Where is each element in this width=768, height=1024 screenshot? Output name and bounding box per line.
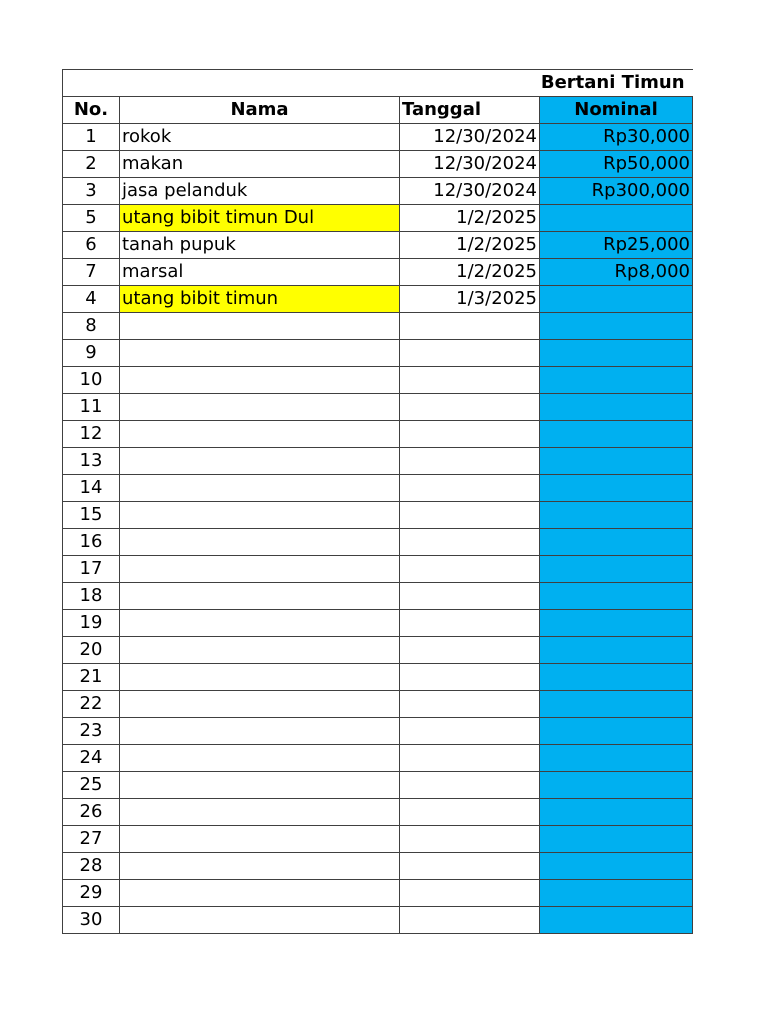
cell-tanggal[interactable] [400, 475, 540, 502]
cell-no[interactable]: 5 [63, 205, 120, 232]
cell-tanggal[interactable] [400, 583, 540, 610]
cell-nominal[interactable] [540, 502, 693, 529]
cell-tanggal[interactable] [400, 502, 540, 529]
header-nama[interactable]: Nama [120, 97, 400, 124]
cell-tanggal[interactable] [400, 313, 540, 340]
cell-nominal[interactable] [540, 610, 693, 637]
cell-nama[interactable] [120, 313, 400, 340]
cell-nama[interactable] [120, 421, 400, 448]
cell-nominal[interactable] [540, 718, 693, 745]
cell-no[interactable]: 8 [63, 313, 120, 340]
header-no[interactable]: No. [63, 97, 120, 124]
table-row [63, 178, 693, 205]
cell-nominal[interactable]: Rp50,000 [540, 151, 693, 178]
cell-tanggal[interactable]: 1/2/2025 [400, 232, 540, 259]
cell-tanggal[interactable] [400, 907, 540, 934]
cell-nominal[interactable] [540, 529, 693, 556]
table-row [63, 718, 693, 745]
cell-tanggal[interactable] [400, 880, 540, 907]
cell-nama[interactable] [120, 340, 400, 367]
cell-nominal[interactable] [540, 691, 693, 718]
table-row [63, 421, 693, 448]
cell-tanggal[interactable] [400, 610, 540, 637]
cell-no[interactable]: 11 [63, 394, 120, 421]
table-row [63, 502, 693, 529]
cell-nama[interactable]: marsal [120, 259, 400, 286]
table-row [63, 583, 693, 610]
cell-no[interactable]: 21 [63, 664, 120, 691]
cell-tanggal[interactable] [400, 448, 540, 475]
cell-no[interactable]: 16 [63, 529, 120, 556]
cell-tanggal[interactable] [400, 745, 540, 772]
cell-nominal[interactable] [540, 394, 693, 421]
cell-nominal[interactable]: Rp25,000 [540, 232, 693, 259]
table-row [63, 799, 693, 826]
cell-nama[interactable] [120, 475, 400, 502]
cell-nominal[interactable]: Rp8,000 [540, 259, 693, 286]
cell-tanggal[interactable] [400, 367, 540, 394]
table-row [63, 664, 693, 691]
cell-nama[interactable] [120, 394, 400, 421]
table-row [63, 286, 693, 313]
cell-nama[interactable] [120, 367, 400, 394]
cell-nama[interactable] [120, 772, 400, 799]
cell-tanggal[interactable] [400, 691, 540, 718]
table-row [63, 259, 693, 286]
table-row [63, 448, 693, 475]
table-row [63, 637, 693, 664]
cell-no[interactable]: 14 [63, 475, 120, 502]
ledger-table-body [63, 70, 693, 934]
cell-no[interactable]: 7 [63, 259, 120, 286]
cell-nominal[interactable]: Rp300,000 [540, 178, 693, 205]
cell-nama[interactable]: tanah pupuk [120, 232, 400, 259]
cell-tanggal[interactable] [400, 421, 540, 448]
cell-nominal[interactable] [540, 853, 693, 880]
cell-nama[interactable] [120, 448, 400, 475]
cell-tanggal[interactable] [400, 340, 540, 367]
cell-no[interactable]: 22 [63, 691, 120, 718]
cell-tanggal[interactable] [400, 664, 540, 691]
table-row [63, 394, 693, 421]
cell-no[interactable]: 13 [63, 448, 120, 475]
cell-nominal[interactable] [540, 448, 693, 475]
table-row [63, 151, 693, 178]
cell-nama[interactable]: utang bibit timun [120, 286, 400, 313]
table-row [63, 772, 693, 799]
cell-tanggal[interactable] [400, 718, 540, 745]
cell-no[interactable]: 26 [63, 799, 120, 826]
cell-tanggal[interactable] [400, 799, 540, 826]
cell-no[interactable]: 28 [63, 853, 120, 880]
cell-tanggal[interactable]: 1/3/2025 [400, 286, 540, 313]
cell-nominal[interactable]: Rp30,000 [540, 124, 693, 151]
cell-nominal[interactable] [540, 583, 693, 610]
cell-no[interactable]: 6 [63, 232, 120, 259]
cell-tanggal[interactable] [400, 826, 540, 853]
cell-nama[interactable]: jasa pelanduk [120, 178, 400, 205]
cell-nominal[interactable] [540, 556, 693, 583]
cell-nominal[interactable] [540, 637, 693, 664]
header-nominal[interactable]: Nominal [540, 97, 693, 124]
cell-nama[interactable] [120, 691, 400, 718]
cell-nominal[interactable] [540, 826, 693, 853]
cell-nama[interactable]: rokok [120, 124, 400, 151]
cell-tanggal[interactable] [400, 529, 540, 556]
cell-nominal[interactable] [540, 367, 693, 394]
table-row [63, 556, 693, 583]
cell-tanggal[interactable] [400, 853, 540, 880]
cell-tanggal[interactable]: 12/30/2024 [400, 178, 540, 205]
cell-nominal[interactable] [540, 421, 693, 448]
cell-nominal[interactable] [540, 664, 693, 691]
cell-nama[interactable] [120, 745, 400, 772]
cell-nominal[interactable] [540, 907, 693, 934]
cell-nominal[interactable] [540, 340, 693, 367]
cell-no[interactable]: 30 [63, 907, 120, 934]
table-row [63, 205, 693, 232]
cell-no[interactable]: 2 [63, 151, 120, 178]
cell-tanggal[interactable]: 12/30/2024 [400, 151, 540, 178]
cell-no[interactable]: 29 [63, 880, 120, 907]
cell-nominal[interactable] [540, 286, 693, 313]
cell-nama[interactable] [120, 853, 400, 880]
cell-tanggal[interactable] [400, 556, 540, 583]
cell-nominal[interactable] [540, 745, 693, 772]
cell-no[interactable]: 27 [63, 826, 120, 853]
cell-tanggal[interactable] [400, 394, 540, 421]
cell-nama[interactable] [120, 637, 400, 664]
table-row [63, 367, 693, 394]
header-row [63, 97, 693, 124]
cell-nominal[interactable] [540, 799, 693, 826]
cell-no[interactable]: 1 [63, 124, 120, 151]
table-row [63, 232, 693, 259]
cell-nama[interactable] [120, 502, 400, 529]
cell-no[interactable]: 12 [63, 421, 120, 448]
cell-nama[interactable] [120, 907, 400, 934]
cell-no[interactable]: 9 [63, 340, 120, 367]
cell-nominal[interactable] [540, 313, 693, 340]
table-row [63, 907, 693, 934]
table-row [63, 124, 693, 151]
table-row [63, 880, 693, 907]
cell-no[interactable]: 4 [63, 286, 120, 313]
table-row [63, 745, 693, 772]
cell-nama[interactable] [120, 583, 400, 610]
sheet-title[interactable]: Bertani Timun [63, 70, 693, 97]
cell-tanggal[interactable] [400, 637, 540, 664]
table-row [63, 529, 693, 556]
cell-nominal[interactable] [540, 772, 693, 799]
cell-no[interactable]: 15 [63, 502, 120, 529]
cell-no[interactable]: 19 [63, 610, 120, 637]
cell-no[interactable]: 18 [63, 583, 120, 610]
cell-nama[interactable]: utang bibit timun Dul [120, 205, 400, 232]
header-tanggal[interactable]: Tanggal [400, 97, 540, 124]
table-row [63, 826, 693, 853]
cell-nominal[interactable] [540, 475, 693, 502]
cell-no[interactable]: 3 [63, 178, 120, 205]
cell-nama[interactable] [120, 610, 400, 637]
table-row [63, 313, 693, 340]
cell-nominal[interactable] [540, 880, 693, 907]
cell-nama[interactable] [120, 529, 400, 556]
cell-nama[interactable]: makan [120, 151, 400, 178]
table-row [63, 853, 693, 880]
cell-nama[interactable] [120, 799, 400, 826]
cell-no[interactable]: 17 [63, 556, 120, 583]
table-row [63, 340, 693, 367]
cell-nama[interactable] [120, 664, 400, 691]
cell-nama[interactable] [120, 880, 400, 907]
table-row [63, 610, 693, 637]
cell-no[interactable]: 25 [63, 772, 120, 799]
cell-nominal[interactable] [540, 205, 693, 232]
table-row [63, 475, 693, 502]
cell-tanggal[interactable] [400, 772, 540, 799]
cell-tanggal[interactable]: 1/2/2025 [400, 259, 540, 286]
cell-tanggal[interactable]: 12/30/2024 [400, 124, 540, 151]
title-row [63, 70, 693, 97]
table-row [63, 691, 693, 718]
ledger-table [62, 69, 693, 934]
cell-nama[interactable] [120, 826, 400, 853]
cell-no[interactable]: 10 [63, 367, 120, 394]
cell-nama[interactable] [120, 718, 400, 745]
cell-no[interactable]: 24 [63, 745, 120, 772]
cell-no[interactable]: 20 [63, 637, 120, 664]
cell-nama[interactable] [120, 556, 400, 583]
cell-tanggal[interactable]: 1/2/2025 [400, 205, 540, 232]
cell-no[interactable]: 23 [63, 718, 120, 745]
